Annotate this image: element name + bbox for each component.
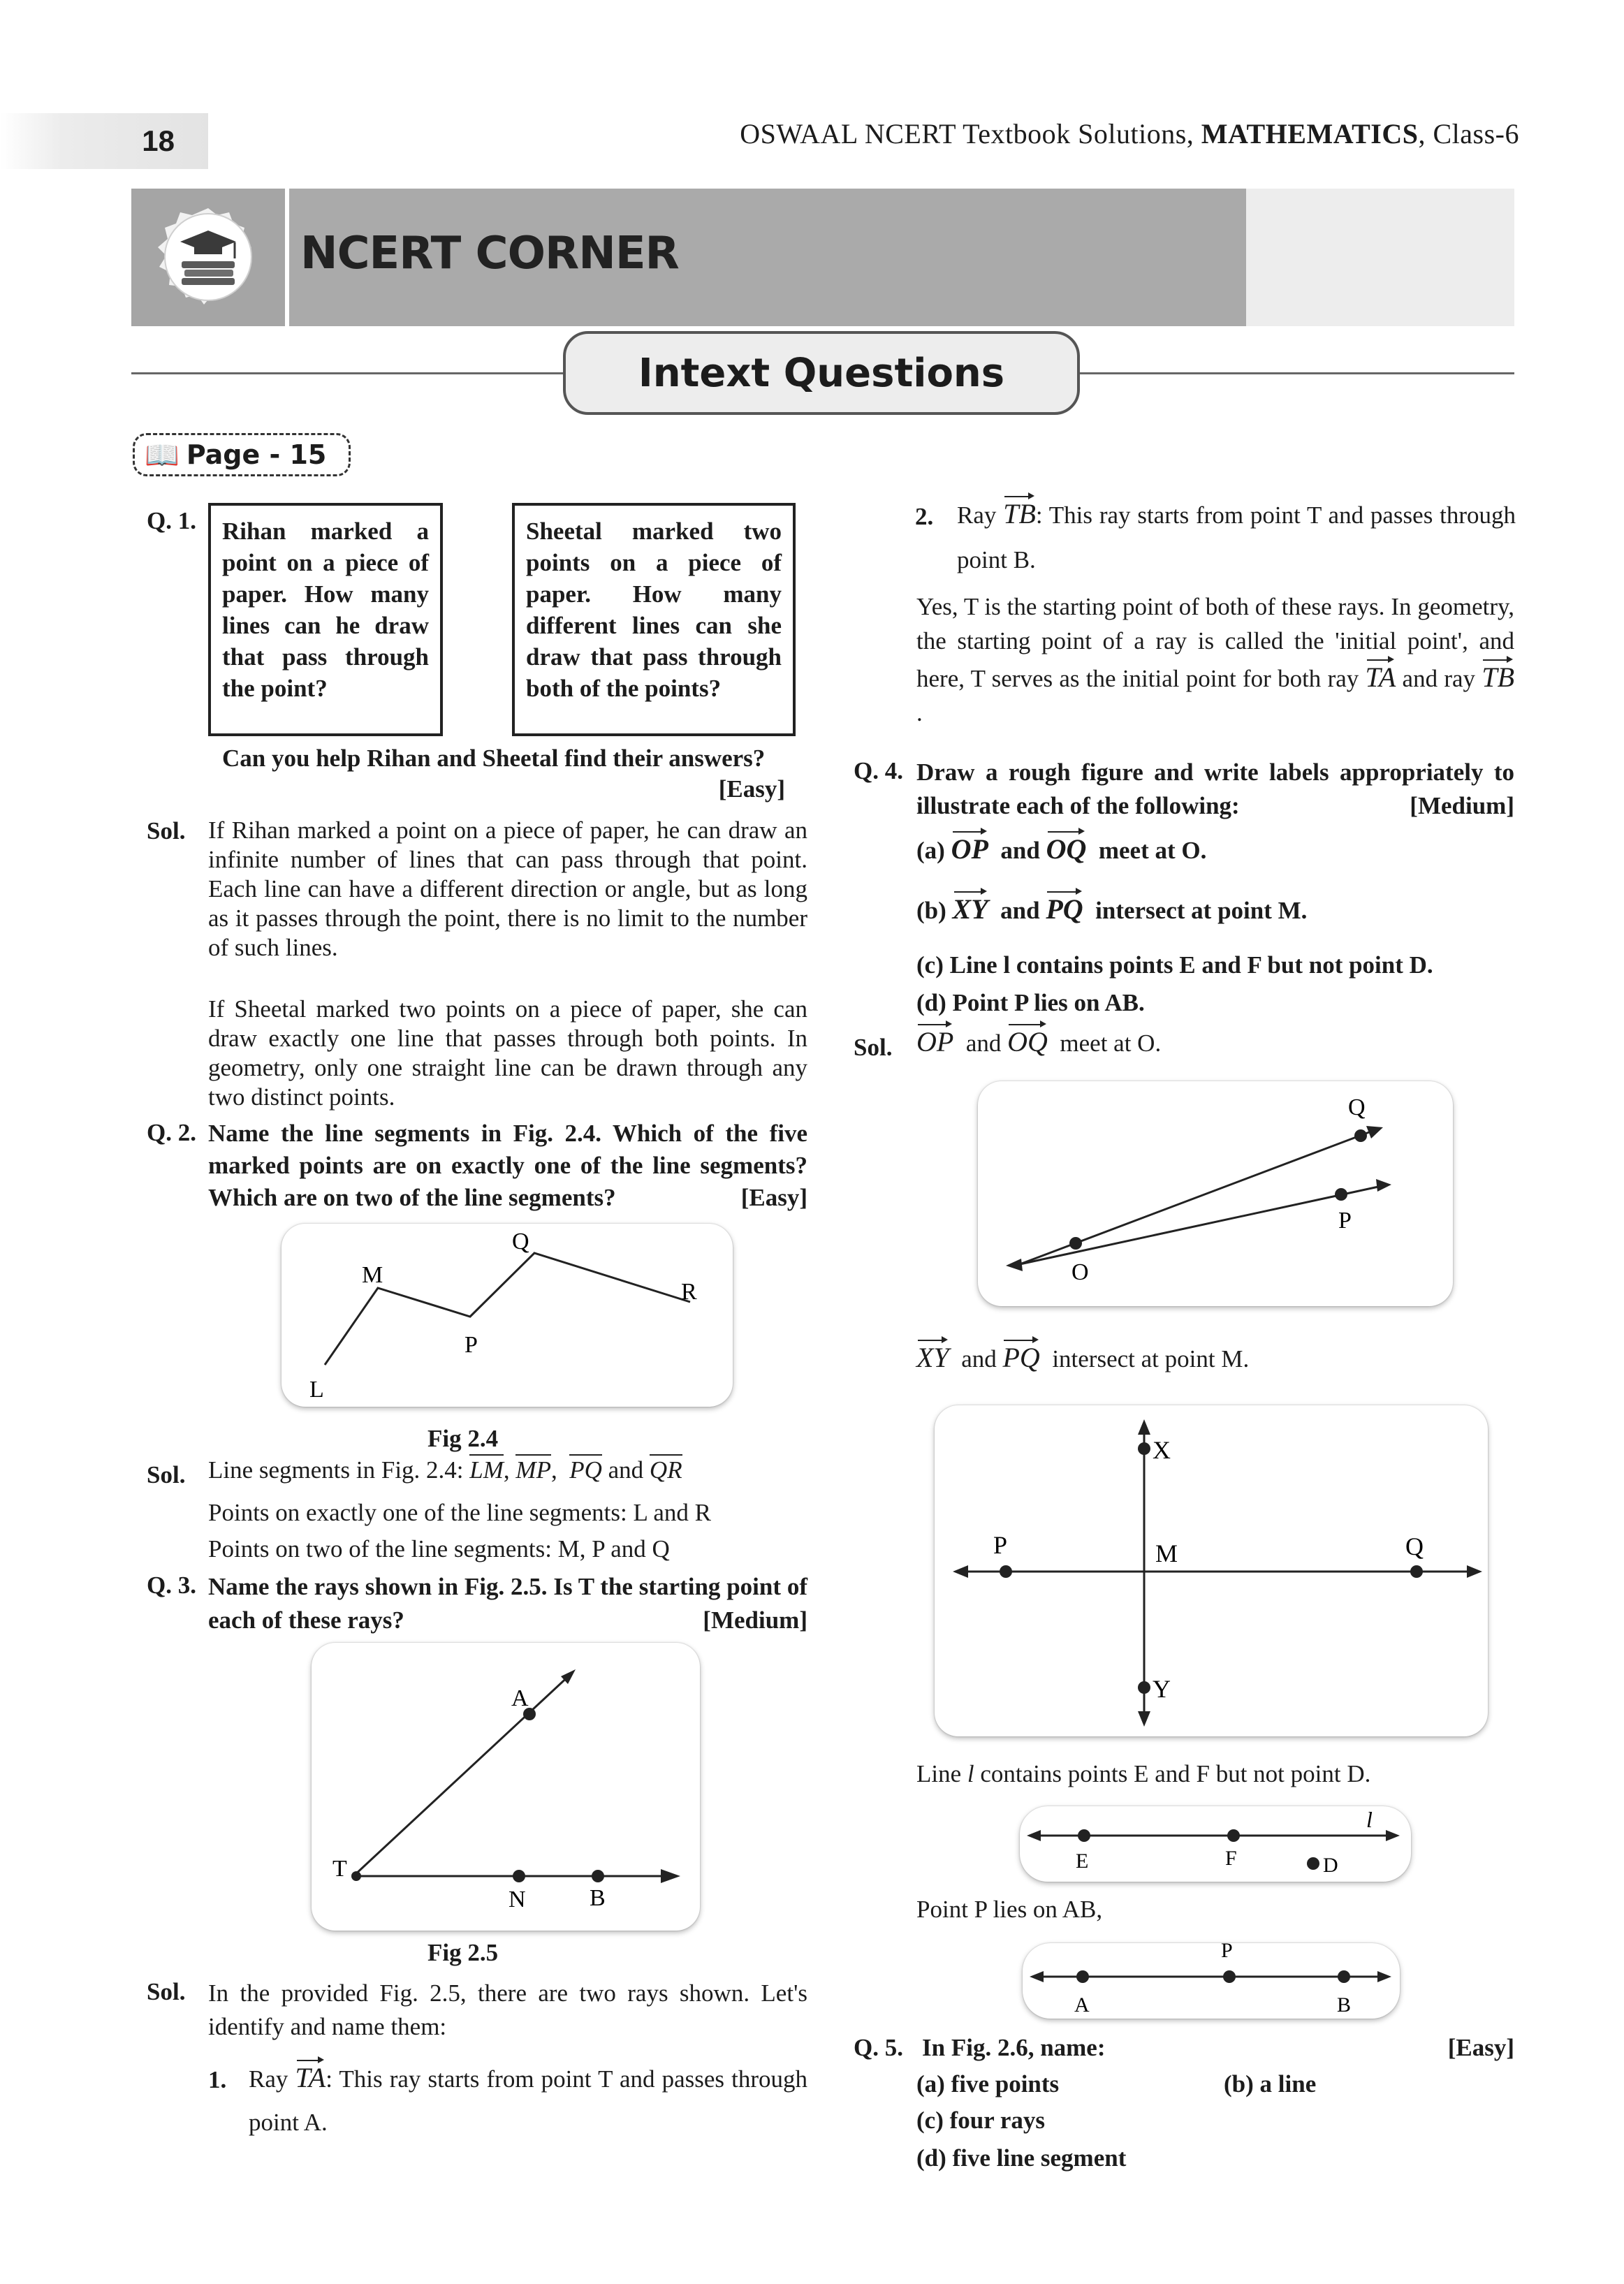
q4-sol-a-text: meet at O. [1060, 1030, 1162, 1057]
q4-sol-c [916, 1759, 1370, 1789]
fig-2-4-caption: Fig 2.4 [427, 1425, 499, 1452]
q3-text: Name the rays shown in Fig. 2.5. Is T the starting point of each of these rays? [208, 1573, 807, 1634]
vector-pq-sol: PQ [1002, 1338, 1039, 1372]
figc-label-f: F [1225, 1847, 1237, 1870]
page-number: 18 [0, 113, 208, 169]
vector-oq: OQ [1046, 830, 1087, 863]
figure-op-oq [978, 1081, 1453, 1306]
q2-sol-line2: Points on exactly one of the line segments: L and R [208, 1499, 711, 1526]
q1-question [222, 743, 785, 805]
q1-number: Q. 1. [147, 507, 196, 534]
fig24-label-m: M [362, 1262, 383, 1288]
q1-ask: Can you help Rihan and Sheetal find their answers? [222, 745, 766, 772]
q4-a-label: (a) [916, 837, 945, 864]
q2-number: Q. 2. [147, 1119, 196, 1146]
q3-question [208, 1570, 807, 1637]
vector-tb-2: TB [1482, 658, 1514, 691]
q2-sol-and: and [608, 1456, 644, 1484]
figd-label-b: B [1337, 1993, 1352, 2016]
figb-label-x: X [1153, 1436, 1171, 1464]
q4-b-label: (b) [916, 897, 946, 924]
q2-sol-line3: Points on two of the line segments: M, P and Q [208, 1535, 670, 1562]
figa-label-q: Q [1348, 1095, 1366, 1120]
figure-2-4-diagram [281, 1224, 733, 1407]
q4-question [916, 756, 1514, 823]
q2-question [208, 1118, 807, 1214]
fig25-label-n: N [509, 1887, 526, 1912]
page-tag [133, 433, 351, 476]
fig25-label-b: B [590, 1885, 606, 1911]
q1-level: [Easy] [718, 775, 785, 803]
q4-sol-c-pre: Line [916, 1760, 967, 1787]
segment-lm: LM [469, 1454, 504, 1484]
graduation-cap-books-icon [131, 189, 285, 326]
banner-tail [1246, 189, 1514, 326]
q3-item2-number: 2. [915, 503, 934, 530]
q5-question [922, 2033, 1514, 2063]
q3-sol-intro: In the provided Fig. 2.5, there are two rays shown. Let's identify and name them: [208, 1979, 807, 2040]
fig24-label-p: P [464, 1332, 478, 1358]
q3-item2-ray: Ray [957, 502, 997, 529]
figure-ab-diagram [1023, 1943, 1400, 2019]
q4-sol-b-and: and [961, 1345, 997, 1372]
q4-part-c: (c) Line l contains points E and F but not point D. [916, 951, 1433, 979]
segment-qr: QR [650, 1454, 682, 1484]
q3-conclusion-and: and ray [1402, 665, 1476, 692]
header-title-subject: MATHEMATICS [1201, 118, 1419, 149]
q2-level: [Easy] [740, 1184, 807, 1211]
q5-part-d: (d) five line segment [916, 2144, 1127, 2172]
q1-box-sheetal: Sheetal marked two points on a piece of paper. How many different lines can she draw that pass through both of the points? [512, 503, 796, 736]
figc-label-l: l [1366, 1807, 1373, 1832]
figa-label-o: O [1071, 1259, 1089, 1285]
q3-item1-ray: Ray [249, 2065, 288, 2093]
q5-number: Q. 5. [854, 2034, 903, 2061]
figd-label-a: A [1074, 1993, 1090, 2016]
q2-text: Name the line segments in Fig. 2.4. Which of the five marked points are on exactly one of the line segments? Which are on two of the line segments? [208, 1120, 807, 1211]
figure-line-l [1020, 1806, 1411, 1882]
figb-label-p: P [993, 1531, 1008, 1559]
q3-item2-text: : This ray starts from point T and passes through point B. [957, 502, 1516, 573]
figure-2-5 [312, 1643, 700, 1931]
figure-2-4 [281, 1224, 733, 1407]
fig-2-5-caption: Fig 2.5 [427, 1939, 499, 1966]
header-title-prefix: OSWAAL NCERT Textbook Solutions, [740, 118, 1201, 149]
figure-xy-pq [935, 1405, 1488, 1736]
figure-xy-pq-diagram [935, 1405, 1488, 1736]
figb-label-y: Y [1153, 1675, 1171, 1703]
vector-pq: PQ [1046, 890, 1083, 923]
vector-xy: XY [953, 890, 988, 923]
q4-sol-c-l: l [967, 1760, 974, 1787]
figa-label-p: P [1338, 1208, 1352, 1233]
q4-sol-b [916, 1338, 1249, 1375]
fig25-label-a: A [511, 1685, 529, 1711]
q2-sol-prefix: Line segments in Fig. 2.4: [208, 1456, 470, 1484]
figure-ab [1023, 1943, 1400, 2019]
vector-op: OP [951, 830, 988, 863]
segment-mp: MP [515, 1454, 551, 1484]
q3-item2 [957, 493, 1516, 583]
q4-a-text: meet at O. [1098, 837, 1207, 864]
page-tag-label: Page - 15 [186, 439, 327, 470]
vector-oq-sol: OQ [1007, 1023, 1048, 1056]
q4-b-text: intersect at point M. [1095, 897, 1308, 924]
q5-level: [Easy] [1447, 2034, 1514, 2061]
q4-sol-a-and: and [965, 1030, 1002, 1057]
figure-op-oq-diagram [978, 1081, 1453, 1306]
q4-part-d: (d) Point P lies on AB. [916, 989, 1145, 1016]
vector-ta: TA [295, 2058, 326, 2092]
q1-box-rihan: Rihan marked a point on a piece of paper. How many lines can he draw that pass through the point? [208, 503, 443, 736]
q4-part-b [916, 890, 1307, 926]
fig24-label-r: R [681, 1279, 697, 1305]
banner-title: NCERT CORNER [300, 228, 679, 279]
q4-text: Draw a rough figure and write labels appropriately to illustrate each of the following: [916, 759, 1514, 819]
section-title: Intext Questions [563, 331, 1080, 415]
banner-logo-panel [131, 189, 285, 326]
q4-part-a [916, 830, 1206, 866]
q3-item1 [249, 2058, 807, 2144]
q5-part-b: (b) a line [1224, 2070, 1317, 2098]
figc-label-e: E [1076, 1850, 1089, 1873]
fig24-label-q: Q [512, 1229, 529, 1254]
figure-line-l-diagram [1020, 1806, 1411, 1882]
q3-item1-number: 1. [208, 2066, 227, 2093]
q3-sol-label: Sol. [147, 1978, 186, 2005]
header-title-suffix: , Class-6 [1418, 118, 1519, 149]
vector-ta-2: TA [1366, 658, 1396, 691]
q3-conclusion-end: . [916, 699, 923, 726]
figb-label-q: Q [1405, 1532, 1424, 1560]
q5-part-c: (c) four rays [916, 2107, 1046, 2134]
running-header [740, 117, 1519, 150]
q2-sol-segments: Line segments in Fig. 2.4: LM, MP, PQ and QR [208, 1454, 837, 1486]
q4-level: [Medium] [1410, 792, 1514, 819]
q3-item1-text: : This ray starts from point T and passes through point A. [249, 2065, 808, 2136]
figure-2-5-diagram [312, 1643, 700, 1931]
q4-sol-d: Point P lies on AB, [916, 1896, 1103, 1923]
fig25-label-t: T [332, 1856, 347, 1882]
q1-sol-label: Sol. [147, 817, 186, 844]
q1-sol-p2: If Sheetal marked two points on a piece of paper, she can draw exactly one line that passes through both points. In geometry, only one straight line can be drawn through any two distinct points. [208, 995, 807, 1111]
book-icon: 📖 [145, 439, 180, 471]
q3-level: [Medium] [703, 1606, 807, 1634]
vector-xy-sol: XY [916, 1338, 949, 1372]
q5-part-a: (a) five points [916, 2070, 1060, 2098]
q3-conclusion [916, 590, 1514, 730]
fig24-label-l: L [309, 1377, 324, 1403]
q4-sol-c-post: contains points E and F but not point D. [974, 1760, 1371, 1787]
q4-sol-a [916, 1023, 1161, 1059]
q4-b-and: and [1000, 897, 1040, 924]
q4-sol-label: Sol. [854, 1034, 893, 1061]
q4-a-and: and [1000, 837, 1040, 864]
q2-sol-label: Sol. [147, 1461, 186, 1488]
q4-number: Q. 4. [854, 757, 903, 784]
vector-tb: TB [1003, 495, 1036, 528]
q5-text: In Fig. 2.6, name: [922, 2034, 1106, 2061]
q3-number: Q. 3. [147, 1572, 196, 1599]
q3-conclusion-text: Yes, T is the starting point of both of these rays. In geometry, the starting point of a ray is called the 'initial point', and here, T serves as the initial point for both ray [916, 593, 1514, 692]
vector-op-sol: OP [916, 1023, 953, 1056]
figb-label-m: M [1155, 1539, 1178, 1567]
figd-label-p: P [1221, 1943, 1233, 1962]
figc-label-d: D [1323, 1854, 1338, 1877]
q1-sol-p1: If Rihan marked a point on a piece of paper, he can draw an infinite number of lines that can pass through that point. Each line can have a different direction or angle, but as long as it passes through the point, there is no limit to the number of such lines. [208, 817, 807, 961]
q4-sol-b-text: intersect at point M. [1052, 1345, 1250, 1372]
segment-pq: PQ [569, 1454, 602, 1484]
